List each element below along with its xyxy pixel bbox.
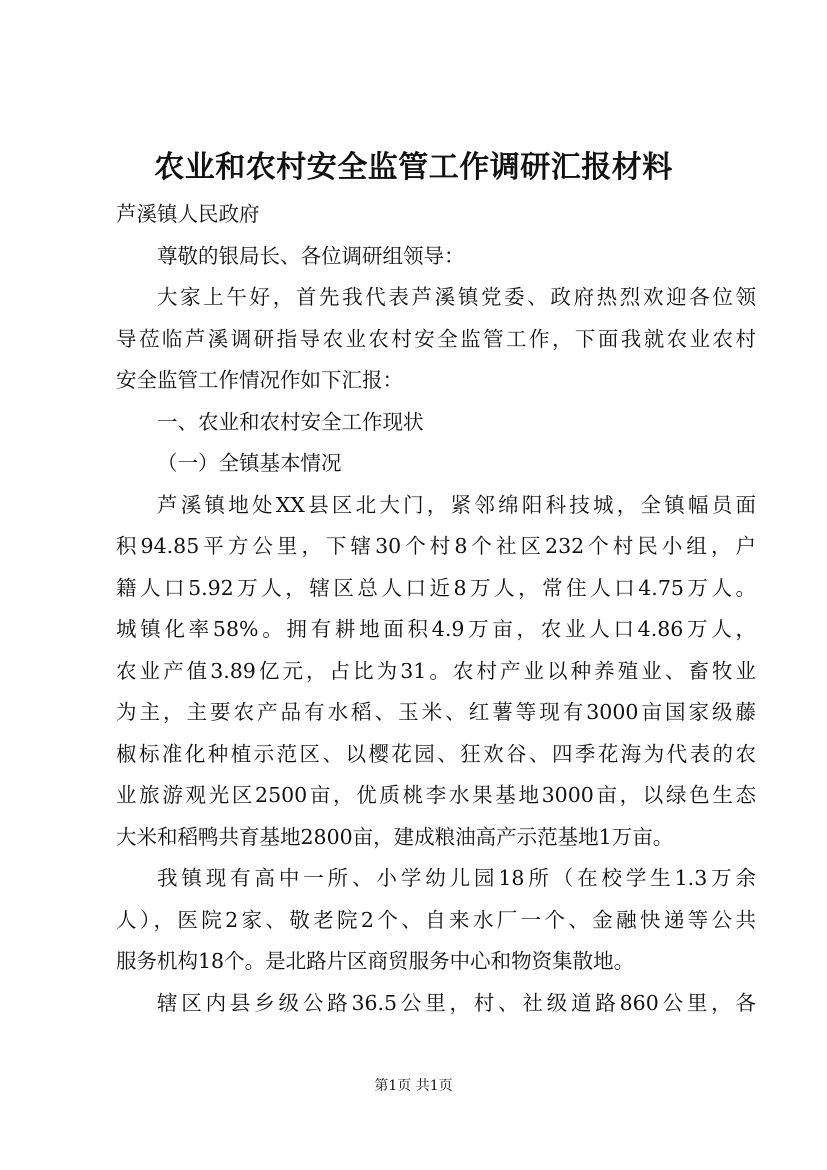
text-line: 辖区内县乡级公路36.5公里，村、社级道路860公里，各: [157, 990, 756, 1015]
subsection-heading: （一）全镇基本情况: [157, 451, 342, 475]
document-title: 农业和农村安全监管工作调研汇报材料: [154, 150, 673, 185]
text-line: 为主，主要农产品有水稻、玉米、红薯等现有3000亩国家级藤: [116, 700, 756, 724]
text-line: 服务机构18个。是北路片区商贸服务中心和物资集散地。: [116, 949, 635, 973]
page-footer: 第1页 共1页: [374, 1078, 453, 1094]
document-body: [116, 194, 756, 1024]
text-line: 尊敬的银局长、各位调研组领导：: [157, 243, 465, 268]
text-line: 我镇现有高中一所、小学幼儿园18所（在校学生1.3万余: [157, 866, 756, 890]
text-line: 籍人口5.92万人，辖区总人口近8万人，常住人口4.75万人。: [116, 575, 756, 600]
text-line: 大米和稻鸭共育基地2800亩，建成粮油高产示范基地1万亩。: [116, 824, 674, 849]
text-line: 农业产值3.89亿元，占比为31。农村产业以种养殖业、畜牧业: [116, 658, 756, 683]
text-line: 安全监管工作情况作如下汇报：: [116, 368, 403, 392]
text-line: 芦溪镇地处XX县区北大门，紧邻绵阳科技城，全镇幅员面: [157, 492, 756, 517]
section-heading: 一、农业和农村安全工作现状: [157, 409, 424, 434]
text-line: 芦溪镇人民政府: [116, 202, 260, 226]
text-line: 人），医院2家、敬老院2个、自来水厂一个、金融快递等公共: [116, 907, 756, 932]
text-line: 椒标准化种植示范区、以樱花园、狂欢谷、四季花海为代表的农: [116, 741, 756, 766]
text-line: 城镇化率58%。拥有耕地面积4.9万亩，农业人口4.86万人，: [116, 617, 756, 641]
text-line: 业旅游观光区2500亩，优质桃李水果基地3000亩，以绿色生态: [116, 783, 756, 807]
text-line: 导莅临芦溪调研指导农业农村安全监管工作，下面我就农业农村: [116, 326, 756, 351]
text-line: 大家上午好，首先我代表芦溪镇党委、政府热烈欢迎各位领: [157, 285, 756, 309]
text-line: 积94.85平方公里，下辖30个村8个社区232个村民小组，户: [116, 534, 756, 558]
